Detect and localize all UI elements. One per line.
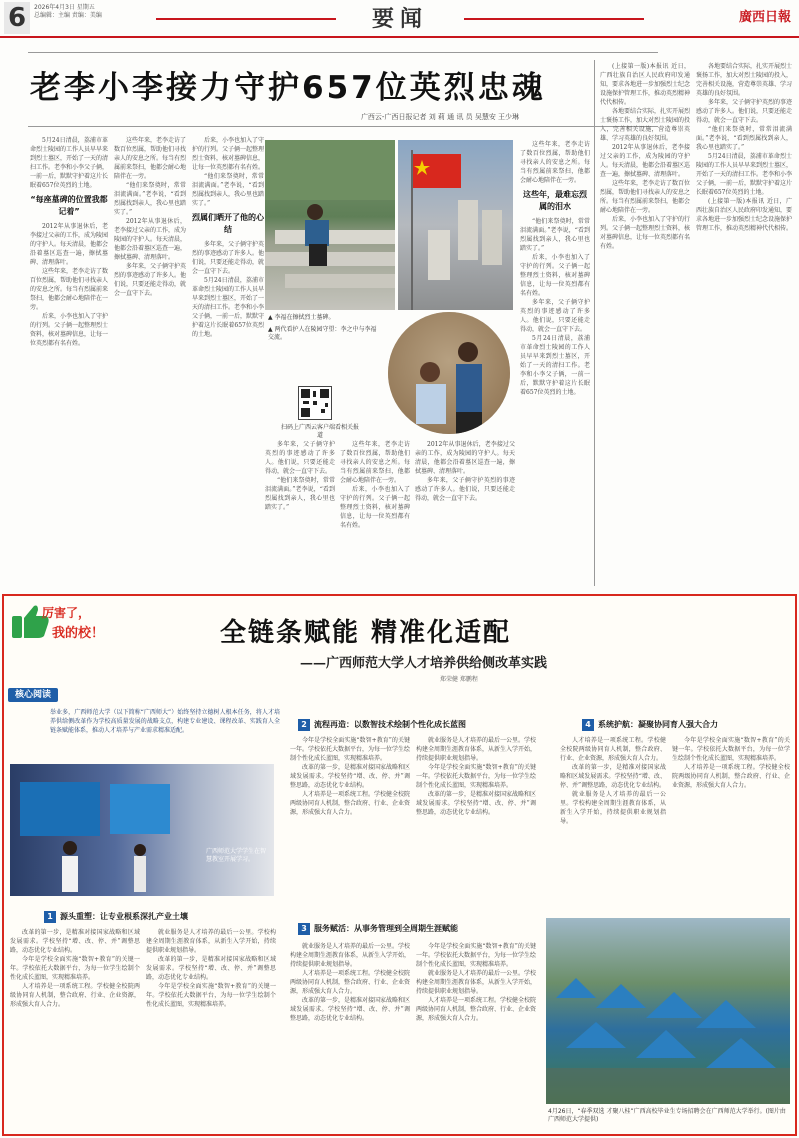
paragraph: 后来，小李也加入了守护的行列。父子俩一起整理烈士资料，核对墓碑信息，让每一位英烈都有名有姓。 xyxy=(192,137,264,171)
section-number-2: 2 xyxy=(298,719,310,731)
flag-illustration xyxy=(398,140,513,310)
section-2-heading xyxy=(298,718,558,732)
article-column-1 xyxy=(30,136,108,586)
article-column-9 xyxy=(696,62,792,586)
main-byline: 广西云-广西日报记者 刘 莉 通 讯 员 吴慧安 王少琳 xyxy=(360,113,520,121)
paragraph: “他们来祭奠时，常常泪流满面。”老李说，“看到烈属找到亲人，我心里也踏实了。” xyxy=(265,477,335,511)
job-fair-illustration xyxy=(546,918,790,1104)
paragraph: “他们来祭奠时，常常泪流满面。”老李说，“看到烈属找到亲人，我心里也踏实了。” xyxy=(696,126,792,151)
paragraph: “他们来祭奠时，常常泪流满面。”老李说，“看到烈属找到亲人，我心里也踏实了。” xyxy=(520,218,590,252)
paragraph: 今年是学校全面实施“数智+教育”的关键一年。学校依托大数据平台，为每一位学生绘制个性化成长蓝图，实现精准培养。 xyxy=(290,737,410,762)
paragraph: 多年来，父子俩守护英烈的事迹感动了许多人。他们说，只要还能走得动，就会一直守下去。 xyxy=(415,477,515,502)
section-title: 要闻 xyxy=(340,2,460,33)
paragraph: 人才培养是一项系统工程。学校健全校院两级协同育人机制，整合政府、行业、企业资源，形成强大育人合力。 xyxy=(290,791,410,816)
paragraph: 多年来，父子俩守护英烈的事迹感动了许多人。他们说，只要还能走得动，就会一直守下去。 xyxy=(114,263,186,297)
paragraph: 人才培养是一项系统工程。学校健全校院两级协同育人机制，整合政府、行业、企业资源，形成强大育人合力。 xyxy=(672,764,790,789)
paragraph: 这些年来，老李走访了数百位烈属，帮助他们寻找亲人的安息之所。每当有烈属前来祭扫，他都会耐心地陪伴在一旁。 xyxy=(340,441,410,484)
paragraph: 多年来，父子俩守护英烈的事迹感动了许多人。他们说，只要还能走得动，就会一直守下去。 xyxy=(192,241,264,275)
paragraph: 改革的第一步，是精准对接国家战略和区域发展需求。学校坚持“增、改、停、并”调整思路，动态优化专业结构。 xyxy=(290,764,410,789)
slogan-line2: 我的校！ xyxy=(52,626,105,641)
section-number-1: 1 xyxy=(44,911,56,923)
section-4-title: 系统护航：凝聚协同育人强大合力 xyxy=(598,720,718,729)
article-column-6 xyxy=(415,440,515,586)
paragraph: 今年是学校全面实施“数智+教育”的关键一年。学校依托大数据平台，为每一位学生绘制个性化成长蓝图，实现精准培养。 xyxy=(10,956,140,981)
paragraph: 人才培养是一项系统工程。学校健全校院两级协同育人机制，整合政府、行业、企业资源，形成强大育人合力。 xyxy=(560,737,666,762)
paragraph: “他们来祭奠时，常常泪流满面。”老李说，“看到烈属找到亲人，我心里也踏实了。” xyxy=(192,173,264,207)
paragraph: 这些年来，老李走访了数百位烈属，帮助他们寻找亲人的安息之所。每当有烈属前来祭扫，他都会耐心地陪伴在一旁。 xyxy=(114,137,186,180)
paragraph: 5月24日清晨，荔浦市革命烈士陵园的工作人员早早来到烈士墓区，开始了一天的清扫工作。老李和小李父子俩，一前一后，默默守护着这片长眠着657位英烈的土地。 xyxy=(30,137,108,189)
main-headline: 老李小李接力守护657位英烈忠魂 xyxy=(30,70,546,106)
paragraph: 这些年来，老李走访了数百位烈属，帮助他们寻找亲人的安息之所。每当有烈属前来祭扫，他都会耐心地陪伴在一旁。 xyxy=(30,268,108,311)
paragraph: 就业服务是人才培养的最后一公里。学校构建全周期生涯教育体系，从新生入学开始，持续提供职业规划指导。 xyxy=(146,929,276,954)
paragraph: 就业服务是人才培养的最后一公里。学校构建全周期生涯教育体系，从新生入学开始，持续提供职业规划指导。 xyxy=(416,737,536,762)
newspaper-brand: 廣西日報 xyxy=(738,10,791,25)
section-3-col-a xyxy=(290,942,410,1128)
paragraph: 今年是学校全面实施“数智+教育”的关键一年。学校依托大数据平台，为每一位学生绘制个性化成长蓝图，实现精准培养。 xyxy=(416,943,536,968)
article-column-7 xyxy=(520,140,590,586)
paragraph: 2012年从事退休后，老李接过父亲的工作，成为陵园的守护人。每天清晨，他都会沿着墓区巡查一遍，擦拭墓碑、清理落叶。 xyxy=(114,218,186,261)
photo-cemetery-cleaning xyxy=(265,140,395,310)
section-1-title: 源头重塑：让专业根系深扎产业土壤 xyxy=(60,912,188,921)
paragraph: 5月24日清晨，荔浦市革命烈士陵园的工作人员早早来到烈士墓区，开始了一天的清扫工作。老李和小李父子俩，一前一后，默默守护着这片长眠着657位英烈的土地。 xyxy=(520,335,590,396)
paragraph: 多年来，父子俩守护英烈的事迹感动了许多人。他们说，只要还能走得动，就会一直守下去。 xyxy=(265,441,335,475)
article-column-5 xyxy=(340,440,410,586)
section-4-col-a xyxy=(560,736,666,906)
qr-caption: 扫码上广西云客户端看相关报道 xyxy=(280,424,359,439)
photo-job-fair xyxy=(546,918,790,1104)
subheading-3: 这些年，最难忘烈属的泪水 xyxy=(523,190,587,211)
section-1-col-b xyxy=(146,928,276,1128)
paragraph: 改革的第一步，是精准对接国家战略和区域发展需求。学校坚持“增、改、停、并”调整思路，动态优化专业结构。 xyxy=(290,997,410,1022)
section-number-3: 3 xyxy=(298,923,310,935)
section-3-title: 服务赋活：从事务管理到全周期生涯赋能 xyxy=(314,924,458,933)
subheading-1: “每座墓碑的位置我都记着” xyxy=(30,195,108,216)
paragraph: 改革的第一步，是精准对接国家战略和区域发展需求。学校坚持“增、改、停、并”调整思路，动态优化专业结构。 xyxy=(416,791,536,816)
divider xyxy=(28,52,658,53)
paragraph: 人才培养是一项系统工程。学校健全校院两级协同育人机制，整合政府、行业、企业资源，形成强大育人合力。 xyxy=(416,997,536,1022)
paragraph: 多年来，父子俩守护英烈的事迹感动了许多人。他们说，只要还能走得动，就会一直守下去。 xyxy=(696,99,792,124)
paragraph: 这些年来，老李走访了数百位烈属，帮助他们寻找亲人的安息之所。每当有烈属前来祭扫，他都会耐心地陪伴在一旁。 xyxy=(520,141,590,184)
paragraph: 后来，小李也加入了守护的行列。父子俩一起整理烈士资料，核对墓碑信息，让每一位英烈都有名有姓。 xyxy=(600,216,690,250)
portrait-illustration xyxy=(388,312,510,434)
feature-title: 全链条赋能 精准化适配 xyxy=(220,618,512,648)
paragraph: 今年是学校全面实施“数智+教育”的关键一年。学校依托大数据平台，为每一位学生绘制个性化成长蓝图，实现精准培养。 xyxy=(672,737,790,762)
reading-tag: 核心阅读 xyxy=(8,688,58,702)
photo-smart-classroom xyxy=(10,764,274,896)
paragraph: 各地要结合实际，扎实开展烈士褒扬工作，加大对烈士陵园的投入，完善相关设施，营造尊崇英雄、学习英雄的良好氛围。 xyxy=(696,63,792,97)
section-number-4: 4 xyxy=(582,719,594,731)
section-1-col-a xyxy=(10,928,140,1128)
paragraph: 后来，小李也加入了守护的行列。父子俩一起整理烈士资料，核对墓碑信息，让每一位英烈都有名有姓。 xyxy=(30,313,108,347)
paragraph: (上接第一版)本报讯 近日，广西壮族自治区人民政府印发通知，要求各地进一步加强烈士纪念设施保护管理工作，推动英烈精神代代相传。 xyxy=(600,63,690,106)
photo1-caption: ▲ 李福在擦拭烈士墓碑。 xyxy=(268,314,335,321)
section-2-title: 流程再造：以数智技术绘制个性化成长蓝图 xyxy=(314,720,466,729)
paragraph: 改革的第一步，是精准对接国家战略和区域发展需求。学校坚持“增、改、停、并”调整思路，动态优化专业结构。 xyxy=(10,929,140,954)
section-1-heading xyxy=(44,910,284,924)
subheading-2: 烈属们晒开了他的心结 xyxy=(192,213,264,234)
paragraph: 这些年来，老李走访了数百位烈属，帮助他们寻找亲人的安息之所。每当有烈属前来祭扫，他都会耐心地陪伴在一旁。 xyxy=(600,180,690,214)
feature-lede: 举业多，广西师范大学（以下简称“广西师大”）始终坚持立德树人根本任务，将人才培养供给侧改革作为学校高质量发展的战略支点，构建专业建设、课程改革、实践育人全链条赋能体系，推动人才培养与产业需求精准适配。 xyxy=(50,709,280,734)
article-column-3 xyxy=(192,136,264,586)
paragraph: 2012年从事退休后，老李接过父亲的工作，成为陵园的守护人。每天清晨，他都会沿着墓区巡查一遍，擦拭墓碑、清理落叶。 xyxy=(415,441,515,475)
paragraph: “他们来祭奠时，常常泪流满面。”老李说，“看到烈属找到亲人，我心里也踏实了。” xyxy=(114,182,186,216)
left-photo-caption: 广西师范大学学生在智慧教室开展学习。 xyxy=(206,848,267,863)
feature-byline: 郑荣健 郑鹏程 xyxy=(440,676,478,683)
section-2-col-b xyxy=(416,736,536,906)
paragraph: 改革的第一步，是精准对接国家战略和区域发展需求。学校坚持“增、改、停、并”调整思路，动态优化专业结构。 xyxy=(560,764,666,789)
paragraph: 各地要结合实际，扎实开展烈士褒扬工作，加大对烈士陵园的投入，完善相关设施，营造尊崇英雄、学习英雄的良好氛围。 xyxy=(600,108,690,142)
photo-illustration xyxy=(265,140,395,310)
paragraph: 今年是学校全面实施“数智+教育”的关键一年。学校依托大数据平台，为每一位学生绘制个性化成长蓝图，实现精准培养。 xyxy=(416,764,536,789)
issue-meta: 2026年4月3日 星期五 总编辑：主编 责编：美编 xyxy=(34,4,102,19)
article-column-4 xyxy=(265,440,335,586)
paragraph: 2012年从事退休后，老李接过父亲的工作，成为陵园的守护人。每天清晨，他都会沿着墓区巡查一遍，擦拭墓碑、清理落叶。 xyxy=(600,144,690,178)
paragraph: (上接第一版)本报讯 近日，广西壮族自治区人民政府印发通知，要求各地进一步加强烈士纪念设施保护管理工作，推动英烈精神代代相传。 xyxy=(696,198,792,232)
paragraph: 就业服务是人才培养的最后一公里。学校构建全周期生涯教育体系，从新生入学开始，持续提供职业规划指导。 xyxy=(560,791,666,825)
paragraph: 就业服务是人才培养的最后一公里。学校构建全周期生涯教育体系，从新生入学开始，持续提供职业规划指导。 xyxy=(290,943,410,968)
divider xyxy=(28,126,658,127)
photo2-caption: ▲ 两代看护人在陵园守望：李之中与李福交流。 xyxy=(268,326,377,341)
photo-father-son xyxy=(388,312,510,434)
paragraph: 后来，小李也加入了守护的行列。父子俩一起整理烈士资料，核对墓碑信息，让每一位英烈都有名有姓。 xyxy=(520,254,590,297)
section-2-col-a xyxy=(290,736,410,906)
paragraph: 改革的第一步，是精准对接国家战略和区域发展需求。学校坚持“增、改、停、并”调整思路，动态优化专业结构。 xyxy=(146,956,276,981)
photo-flag-cemetery xyxy=(398,140,513,310)
section-4-col-b xyxy=(672,736,790,906)
paragraph: 人才培养是一项系统工程。学校健全校院两级协同育人机制，整合政府、行业、企业资源，形成强大育人合力。 xyxy=(10,983,140,1008)
qr-code-icon xyxy=(299,387,331,419)
section-3-col-b xyxy=(416,942,536,1128)
slogan-line1: 厉害了， xyxy=(42,606,91,620)
article-column-2 xyxy=(114,136,186,586)
paragraph: 5月24日清晨，荔浦市革命烈士陵园的工作人员早早来到烈士墓区，开始了一天的清扫工作。老李和小李父子俩，一前一后，默默守护着这片长眠着657位英烈的土地。 xyxy=(192,277,264,338)
classroom-illustration xyxy=(10,764,274,896)
section-3-heading xyxy=(298,922,558,936)
paragraph: 今年是学校全面实施“数智+教育”的关键一年。学校依托大数据平台，为每一位学生绘制个性化成长蓝图，实现精准培养。 xyxy=(146,983,276,1008)
paragraph: 后来，小李也加入了守护的行列。父子俩一起整理烈士资料，核对墓碑信息，让每一位英烈都有名有姓。 xyxy=(340,486,410,529)
paragraph: 多年来，父子俩守护英烈的事迹感动了许多人。他们说，只要还能走得动，就会一直守下去。 xyxy=(520,299,590,333)
page-header xyxy=(0,0,799,38)
bottom-photo-caption: 4月26日，“春季双选 才聚八桂”广西高校毕业生专场招聘会在广西师范大学举行。(图片由广西师范大学提供) xyxy=(548,1108,786,1123)
article-column-8 xyxy=(600,62,690,586)
paragraph: 人才培养是一项系统工程。学校健全校院两级协同育人机制，整合政府、行业、企业资源，形成强大育人合力。 xyxy=(290,970,410,995)
qr-code[interactable] xyxy=(298,386,332,420)
section-4-heading xyxy=(582,718,782,732)
column-divider xyxy=(594,60,595,586)
paragraph: 5月24日清晨，荔浦市革命烈士陵园的工作人员早早来到烈士墓区，开始了一天的清扫工作。老李和小李父子俩，一前一后，默默守护着这片长眠着657位英烈的土地。 xyxy=(696,153,792,196)
page-number: 6 xyxy=(4,2,30,34)
paragraph: 就业服务是人才培养的最后一公里。学校构建全周期生涯教育体系，从新生入学开始，持续提供职业规划指导。 xyxy=(416,970,536,995)
feature-subtitle: ——广西师范大学人才培养供给侧改革实践 xyxy=(300,656,548,671)
paragraph: 2012年从事退休后，老李接过父亲的工作，成为陵园的守护人。每天清晨，他都会沿着墓区巡查一遍，擦拭墓碑、清理落叶。 xyxy=(30,223,108,266)
